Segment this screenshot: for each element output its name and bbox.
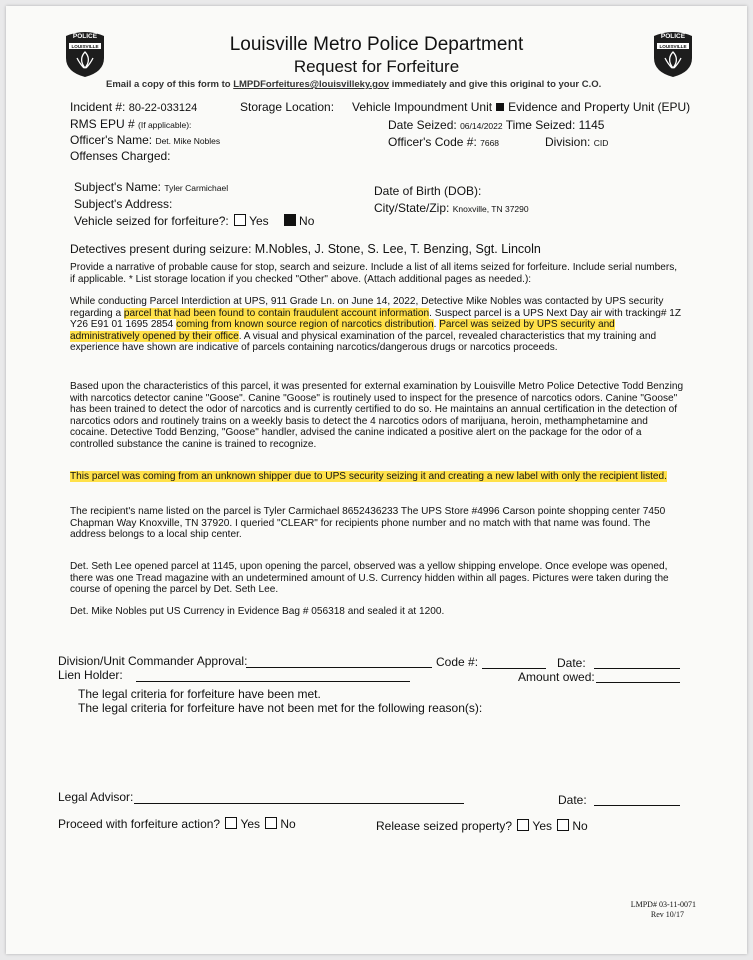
- incident-field: Incident #: 80-22-033124: [70, 100, 198, 114]
- amount-owed-label: Amount owed:: [518, 670, 595, 684]
- offenses-charged-label: Offenses Charged:: [70, 149, 171, 163]
- rms-epu-field: RMS EPU # (If applicable):: [70, 117, 192, 131]
- lien-holder-label: Lien Holder:: [58, 668, 123, 682]
- proceed-yes-checkbox[interactable]: [225, 817, 237, 829]
- narrative-paragraph-2: Based upon the characteristics of this parcel, it was presented for external examination by Louisville Metro Police Detective Todd Benzing with narcotics detector canine "Goose". Canine "Goose" is routinely used to inspect for the presence of narcotics odors. Canine "Goose" has been trained to detect the odor of narcotics and is currently certified to do so. He maintains an annual certification in the detection of narcotics odors and routinely trains on a weekly basis to detect the 4 narcotics odors of marijuana, heroin, methamphetamine and cocaine. Detective Todd Benzing, "Goose" handler, advised the canine indicated a positive alert on the package for the odor of a controlled substance the canine is trained to recognize.: [70, 381, 684, 450]
- narrative-paragraph-3: This parcel was coming from an unknown shipper due to UPS security seizing it and creating a new label with only the recipient listed.: [70, 471, 667, 482]
- code-label: Code #:: [436, 655, 479, 669]
- dob-label: Date of Birth (DOB):: [374, 184, 482, 198]
- legal-advisor-label: Legal Advisor:: [58, 790, 134, 804]
- incident-value: 80-22-033124: [128, 102, 198, 114]
- criteria-not-met-text: The legal criteria for forfeiture have not been met for the following reason(s):: [78, 701, 483, 715]
- storage-checkbox[interactable]: [496, 103, 504, 111]
- seal-band-text: LOUISVILLE: [71, 44, 99, 49]
- narrative-instructions: Provide a narrative of probable cause for stop, search and seizure. Include a list of all items seized for forfeiture. Include serial numbers, if applicable. * List storage location if you checked "Other" above. (Attach additional pages as needed.):: [70, 262, 678, 285]
- release-property-field: Release seized property? Yes No: [376, 819, 588, 833]
- seal-top-text: POLICE: [72, 33, 98, 40]
- vehicle-seized-field: Vehicle seized for forfeiture?: Yes No: [74, 214, 315, 228]
- seal-top-text: POLICE: [660, 33, 686, 40]
- date-label: Date:: [557, 656, 586, 670]
- detectives-field: Detectives present during seizure: M.Nobles, J. Stone, S. Lee, T. Benzing, Sgt. Lincoln: [70, 242, 541, 256]
- email-instruction: Email a copy of this form to LMPDForfeitures@louisvilleky.gov immediately and give this original to your C.O.: [106, 79, 602, 90]
- date2-label: Date:: [558, 793, 587, 807]
- legal-advisor-line[interactable]: [134, 803, 464, 804]
- seal-band-text: LOUISVILLE: [659, 44, 687, 49]
- lien-holder-line[interactable]: [136, 681, 410, 682]
- officer-code-field: Officer's Code #: 7668: [388, 135, 500, 149]
- form-number: LMPD# 03-11-0071: [630, 900, 696, 909]
- release-no-checkbox[interactable]: [557, 819, 569, 831]
- storage-location-label: Storage Location:: [240, 100, 335, 114]
- narrative-paragraph-4: The recipient's name listed on the parcel is Tyler Carmichael 8652436233 The UPS Store #4996 Carson pointe shopping center 7450 Chapman Way Knoxville, TN 37920. I queried "CLEAR" for recipients phone number and no match with that name was found. The address belongs to a local ship center.: [70, 506, 666, 541]
- amount-owed-line[interactable]: [596, 682, 680, 683]
- subject-name-field: Subject's Name: Tyler Carmichael: [74, 180, 229, 194]
- proceed-no-checkbox[interactable]: [265, 817, 277, 829]
- code-line[interactable]: [482, 668, 546, 669]
- date-seized-field: Date Seized: 06/14/2022 Time Seized: 1145: [388, 118, 605, 132]
- division-field: Division: CID: [545, 135, 609, 149]
- form-revision: Rev 10/17: [650, 910, 684, 919]
- officer-name-field: Officer's Name: Det. Mike Nobles: [70, 133, 221, 147]
- commander-approval-line[interactable]: [246, 667, 432, 668]
- narrative-paragraph-1: While conducting Parcel Interdiction at UPS, 911 Grade Ln. on June 14, 2022, Detective Mike Nobles was contacted by UPS security regarding a parcel that had been found to contain fraudulent account information. Suspect parcel is a UPS Next Day air with tracking# 1Z Y26 E91 01 1695 2854 coming from known source region of narcotics distribution. Parcel was seized by UPS security and administratively opened by their office. A visual and physical examination of the parcel, revealed characteristics that my training and experience have shown are indicative of parcels containing narcotics/dangerous drugs or narcotics proceeds.: [70, 296, 682, 354]
- narrative-paragraph-6: Det. Mike Nobles put US Currency in Evidence Bag # 056318 and sealed it at 1200.: [70, 606, 445, 617]
- city-state-zip-field: City/State/Zip: Knoxville, TN 37290: [374, 201, 529, 215]
- storage-options: Vehicle Impoundment Unit Evidence and Property Unit (EPU): [352, 100, 691, 114]
- department-title: Louisville Metro Police Department: [229, 34, 524, 55]
- proceed-forfeiture-field: Proceed with forfeiture action? Yes No: [58, 817, 296, 831]
- criteria-met-text: The legal criteria for forfeiture have been met.: [78, 687, 321, 701]
- release-yes-checkbox[interactable]: [517, 819, 529, 831]
- date-line[interactable]: [594, 668, 680, 669]
- email-link[interactable]: LMPDForfeitures@louisvilleky.gov: [233, 79, 390, 90]
- vehicle-yes-checkbox[interactable]: [234, 214, 246, 226]
- commander-approval-label: Division/Unit Commander Approval:: [58, 654, 248, 668]
- date2-line[interactable]: [594, 805, 680, 806]
- vehicle-no-checkbox[interactable]: [284, 214, 296, 226]
- form-title: Request for Forfeiture: [293, 57, 460, 76]
- narrative-paragraph-5: Det. Seth Lee opened parcel at 1145, upon opening the parcel, observed was a yellow shipping envelope. Once evelope was opened, there was one Tread magazine with an undetermined amount of U.S. Currency hidden within all pages. Pictures were taken during the course of opening the parcel by Det. Seth Lee.: [70, 561, 669, 596]
- subject-address-label: Subject's Address:: [74, 197, 173, 211]
